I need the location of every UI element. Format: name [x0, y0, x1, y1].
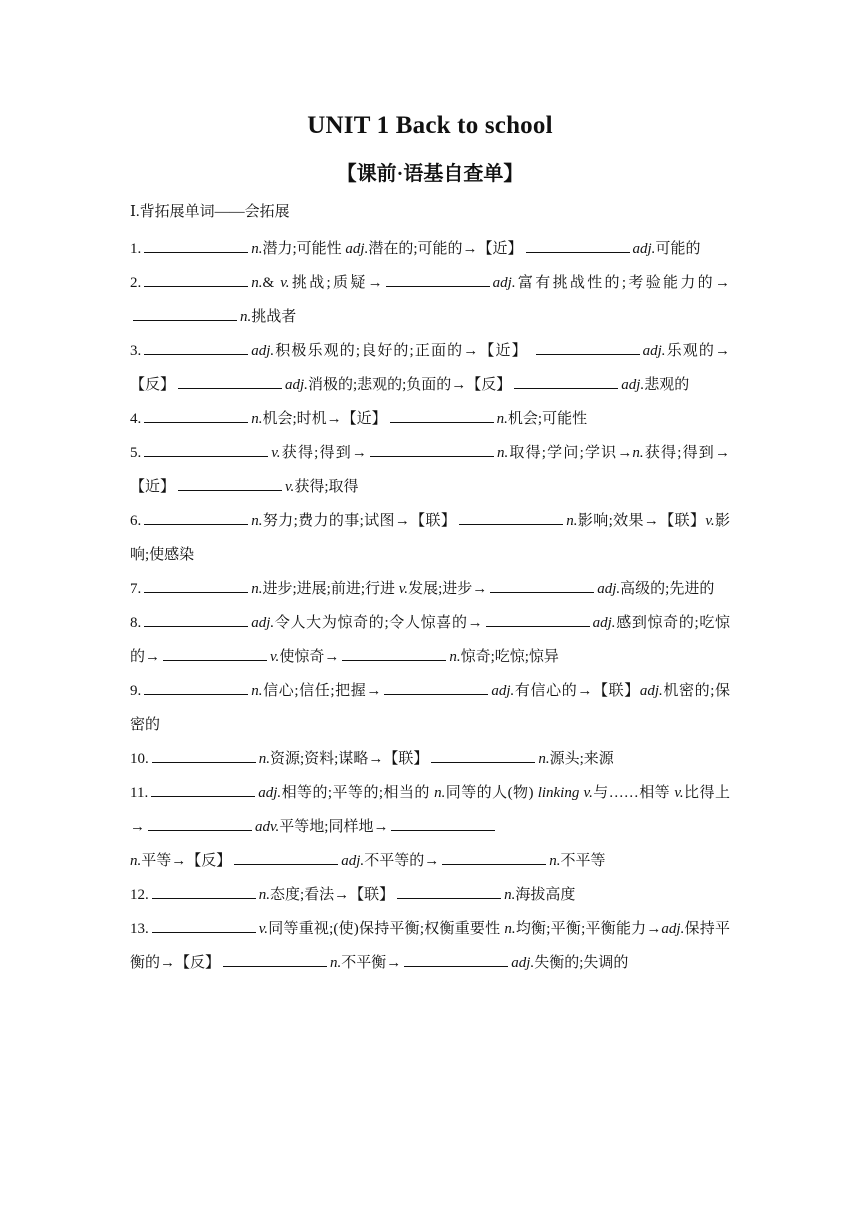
answer-blank[interactable]	[144, 679, 248, 695]
definition-text: 海拔高度	[515, 887, 576, 903]
definition-text: 影响;效果→【联】	[577, 513, 706, 529]
item-number: 5.	[130, 445, 142, 461]
answer-blank[interactable]	[486, 611, 590, 627]
definition-text: 不平衡→	[341, 955, 402, 971]
item-number: 12.	[130, 887, 149, 903]
part-of-speech: adj.	[251, 615, 275, 631]
definition-text: 源头;来源	[549, 751, 614, 767]
definition-text: 乐观的→【反】	[130, 343, 730, 393]
part-of-speech: adv.	[255, 819, 280, 835]
part-of-speech: adj.	[285, 377, 308, 393]
part-of-speech: adj.	[492, 275, 516, 291]
answer-blank[interactable]	[148, 815, 252, 831]
definition-text: 平等→【反】	[141, 853, 232, 869]
definition-text: 获得;得到→	[280, 445, 367, 461]
part-of-speech: v.	[280, 275, 290, 291]
answer-blank[interactable]	[223, 951, 327, 967]
answer-blank[interactable]	[386, 271, 490, 287]
definition-text: 潜在的;可能的→【近】	[368, 241, 523, 257]
part-of-speech: n.	[496, 411, 508, 427]
part-of-speech: n.	[504, 921, 516, 937]
part-of-speech: n.	[251, 411, 263, 427]
definition-text: 影响;使感染	[130, 513, 730, 563]
item-number: 9.	[130, 683, 142, 699]
definition-text: 不平等	[560, 853, 606, 869]
definition-text: 消极的;悲观的;负面的→【反】	[307, 377, 512, 393]
exercise-item	[130, 776, 730, 878]
item-number: 13.	[130, 921, 149, 937]
part-of-speech: n.	[251, 581, 263, 597]
part-of-speech: adj.	[511, 955, 535, 971]
answer-blank[interactable]	[144, 611, 248, 627]
answer-blank[interactable]	[144, 441, 268, 457]
definition-text: 有信心的→【联】	[514, 683, 640, 699]
part-of-speech: adj.	[345, 241, 369, 257]
answer-blank[interactable]	[144, 237, 248, 253]
part-of-speech: adj.	[251, 343, 275, 359]
answer-blank[interactable]	[536, 339, 640, 355]
definition-text: 悲观的	[644, 377, 690, 393]
answer-blank[interactable]	[459, 509, 563, 525]
part-of-speech: adj.	[661, 921, 685, 937]
part-of-speech: n.	[538, 751, 550, 767]
definition-text: 同等重视;(使)保持平衡;权衡重要性	[268, 921, 505, 937]
part-of-speech: adj.	[621, 377, 645, 393]
part-of-speech: n.	[240, 309, 252, 325]
item-number: 2.	[130, 275, 142, 291]
definition-text: 信心;信任;把握→	[262, 683, 382, 699]
item-number: 1.	[130, 241, 142, 257]
answer-blank[interactable]	[390, 407, 494, 423]
exercise-item	[130, 572, 730, 606]
exercise-item	[130, 504, 730, 572]
part-of-speech: v.	[705, 513, 715, 529]
answer-blank[interactable]	[342, 645, 446, 661]
answer-blank[interactable]	[133, 305, 237, 321]
answer-blank[interactable]	[526, 237, 630, 253]
part-of-speech: adj.	[642, 343, 666, 359]
answer-blank[interactable]	[431, 747, 535, 763]
definition-text: 相等的;平等的;相当的	[281, 785, 435, 801]
definition-text: 使惊奇→	[279, 649, 340, 665]
answer-blank[interactable]	[152, 747, 256, 763]
part-of-speech: v.	[271, 445, 281, 461]
answer-blank[interactable]	[514, 373, 618, 389]
answer-blank[interactable]	[384, 679, 488, 695]
definition-text: 努力;费力的事;试图→【联】	[262, 513, 457, 529]
answer-blank[interactable]	[391, 815, 495, 831]
part-of-speech: n.	[251, 683, 263, 699]
definition-text: 同等的人(物)	[445, 785, 538, 801]
answer-blank[interactable]	[151, 781, 255, 797]
exercise-item	[130, 606, 730, 674]
page-subtitle: 【课前·语基自查单】	[336, 163, 524, 185]
definition-text: 富有挑战性的;考验能力的→	[515, 275, 730, 291]
part-of-speech: n.	[258, 751, 270, 767]
page-title: UNIT 1 Back to school	[307, 112, 553, 139]
definition-text: 感到惊奇的;吃惊的→	[130, 615, 730, 665]
definition-text: 不平等的→	[364, 853, 440, 869]
definition-text: 保持平衡的→【反】	[130, 921, 730, 971]
definition-text: 可能的	[655, 241, 701, 257]
definition-text: 获得;取得	[294, 479, 359, 495]
exercise-item	[130, 912, 730, 980]
part-of-speech: n.	[632, 445, 644, 461]
answer-blank[interactable]	[163, 645, 267, 661]
exercise-list	[130, 232, 730, 980]
part-of-speech: n.	[504, 887, 516, 903]
part-of-speech: n.	[130, 853, 142, 869]
part-of-speech: n.	[434, 785, 446, 801]
answer-blank[interactable]	[144, 509, 248, 525]
definition-text: 高级的;先进的	[620, 581, 715, 597]
exercise-item	[130, 674, 730, 742]
part-of-speech: n.	[258, 887, 270, 903]
answer-blank[interactable]	[442, 849, 546, 865]
definition-text: 获得;得到→【近】	[130, 445, 730, 495]
answer-blank[interactable]	[152, 917, 256, 933]
item-number: 3.	[130, 343, 142, 359]
part-of-speech: adj.	[592, 615, 616, 631]
definition-text: 进步;进展;前进;行进	[262, 581, 399, 597]
part-of-speech: adj.	[341, 853, 365, 869]
part-of-speech: adj.	[639, 683, 663, 699]
exercise-item	[130, 402, 730, 436]
answer-blank[interactable]	[490, 577, 594, 593]
part-of-speech: v.	[258, 921, 269, 937]
answer-blank[interactable]	[144, 577, 248, 593]
definition-text: 挑战;质疑→	[289, 275, 383, 291]
section-heading: Ⅰ.背拓展单词——会拓展	[130, 204, 290, 220]
part-of-speech: n.	[549, 853, 561, 869]
definition-text: 惊奇;吃惊;惊异	[460, 649, 559, 665]
definition-text: 机密的;保密的	[130, 683, 730, 733]
exercise-item	[130, 742, 730, 776]
answer-blank[interactable]	[178, 373, 282, 389]
part-of-speech: adj.	[258, 785, 282, 801]
definition-text: 机会;可能性	[507, 411, 588, 427]
part-of-speech: v.	[398, 581, 409, 597]
definition-text: 失衡的;失调的	[534, 955, 629, 971]
definition-text: 资源;资料;谋略→【联】	[270, 751, 429, 767]
part-of-speech: n.	[449, 649, 461, 665]
definition-text: 取得;学问;学识→	[508, 445, 633, 461]
answer-blank[interactable]	[404, 951, 508, 967]
part-of-speech: v.	[285, 479, 295, 495]
answer-blank[interactable]	[152, 883, 256, 899]
part-of-speech: n.	[566, 513, 578, 529]
part-of-speech: n.	[330, 955, 342, 971]
part-of-speech: adj.	[632, 241, 656, 257]
part-of-speech: v.	[674, 785, 684, 801]
answer-blank[interactable]	[144, 339, 248, 355]
part-of-speech: n.	[251, 241, 263, 257]
answer-blank[interactable]	[144, 271, 248, 287]
item-number: 8.	[130, 615, 142, 631]
item-number: 6.	[130, 513, 142, 529]
exercise-item	[130, 266, 730, 334]
part-of-speech: linking v.	[537, 785, 593, 801]
definition-text: 比得上→	[130, 785, 730, 835]
exercise-item	[130, 334, 730, 402]
definition-text: 与……相等	[592, 785, 675, 801]
exercise-item	[130, 232, 730, 266]
answer-blank[interactable]	[144, 407, 248, 423]
item-number: 7.	[130, 581, 142, 597]
part-of-speech: adj.	[491, 683, 515, 699]
definition-text: 平等地;同样地→	[279, 819, 389, 835]
item-number: 11.	[130, 785, 149, 801]
part-of-speech: n.	[251, 513, 263, 529]
part-of-speech: v.	[270, 649, 280, 665]
item-number: 4.	[130, 411, 142, 427]
definition-text: 态度;看法→【联】	[270, 887, 395, 903]
answer-blank[interactable]	[234, 849, 338, 865]
answer-blank[interactable]	[397, 883, 501, 899]
definition-text: 积极乐观的;良好的;正面的→【近】	[274, 343, 533, 359]
definition-text: 机会;时机→【近】	[262, 411, 387, 427]
definition-text: 发展;进步→	[408, 581, 488, 597]
definition-text: 令人大为惊奇的;令人惊喜的→	[274, 615, 483, 631]
part-of-speech: n.	[496, 445, 509, 461]
definition-text: 挑战者	[251, 309, 297, 325]
part-of-speech: adj.	[597, 581, 621, 597]
item-number: 10.	[130, 751, 149, 767]
exercise-item	[130, 436, 730, 504]
definition-text: 潜力;可能性	[262, 241, 346, 257]
answer-blank[interactable]	[178, 475, 282, 491]
definition-text: &	[262, 275, 281, 291]
exercise-item	[130, 878, 730, 912]
part-of-speech: n.	[251, 275, 263, 291]
definition-text: 均衡;平衡;平衡能力→	[515, 921, 662, 937]
answer-blank[interactable]	[370, 441, 494, 457]
